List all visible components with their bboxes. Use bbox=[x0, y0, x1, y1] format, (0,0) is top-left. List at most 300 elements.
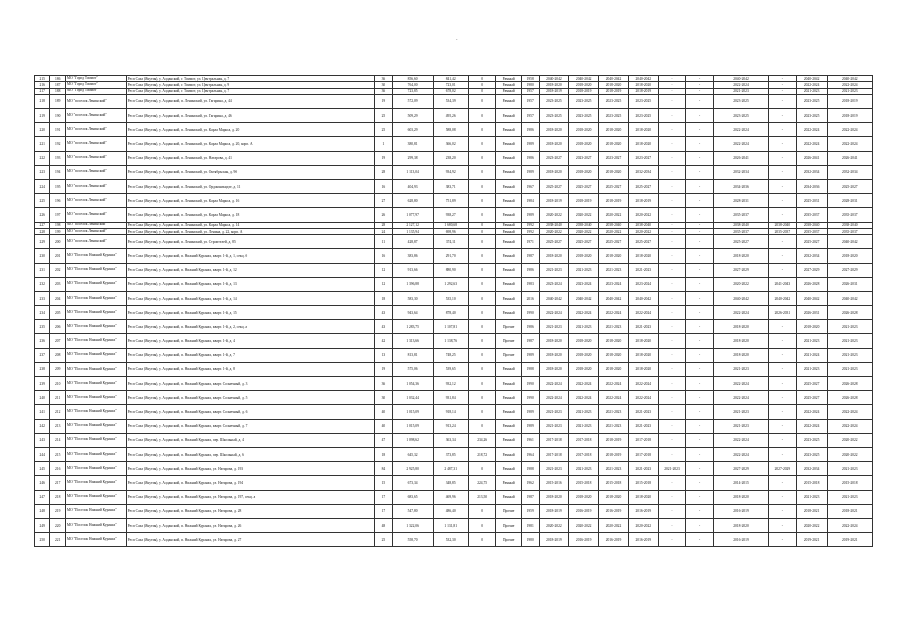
cell-p1: 2020-2022 bbox=[539, 208, 569, 222]
cell-p3: 2018-2020 bbox=[599, 249, 629, 263]
cell-p3: 2018-2020 bbox=[599, 362, 629, 376]
cell-status: Рамный bbox=[496, 88, 521, 94]
table-row bbox=[35, 235, 873, 249]
table-row bbox=[35, 533, 873, 547]
cell-p7: 2022-2024 bbox=[713, 391, 768, 405]
cell-z: 0 bbox=[468, 88, 496, 94]
cell-p1: 2018-2020 bbox=[539, 82, 569, 88]
cell-p1: 2018-2019 bbox=[539, 504, 569, 518]
cell-org: МО "Поселок Нижний Куранах" bbox=[65, 462, 126, 476]
cell-year: 1987 bbox=[521, 334, 539, 348]
cell-p1: 2023-2024 bbox=[539, 277, 569, 291]
cell-p4: 2016-2019 bbox=[628, 504, 658, 518]
cell-org: МО "поселок Ленинский" bbox=[65, 235, 126, 249]
cell-addr: Респ Саха (Якутия), у. Алданский, п. Нижний Куранах, ул. Натарова, д. 193 bbox=[126, 462, 374, 476]
cell-p2: 2022-2024 bbox=[569, 377, 599, 391]
cell-id: 214 bbox=[50, 433, 65, 447]
cell-status: Рамный bbox=[496, 137, 521, 151]
cell-z: 0 bbox=[468, 228, 496, 234]
table-row bbox=[35, 334, 873, 348]
cell-z: 0 bbox=[468, 180, 496, 194]
cell-p8: - bbox=[769, 165, 797, 179]
cell-apts: 30 bbox=[375, 391, 393, 405]
cell-apts: 12 bbox=[375, 263, 393, 277]
cell-p8: - bbox=[769, 504, 797, 518]
cell-apts: 16 bbox=[375, 180, 393, 194]
cell-p9: 2032-2034 bbox=[796, 462, 827, 476]
cell-apts: 25 bbox=[375, 123, 393, 137]
cell-status: Рамный bbox=[496, 291, 521, 305]
cell-status: Рамный bbox=[496, 82, 521, 88]
cell-p10: 2038-2040 bbox=[827, 222, 872, 228]
cell-p4: 2020-2022 bbox=[628, 208, 658, 222]
cell-status: Рамный bbox=[496, 447, 521, 461]
cell-p10: 2021-2023 bbox=[827, 320, 872, 334]
cell-z: 0 bbox=[468, 194, 496, 208]
cell-p4: 2018-2020 bbox=[628, 490, 658, 504]
cell-p1: 2021-2023 bbox=[539, 263, 569, 277]
cell-p2: 2017-2018 bbox=[569, 447, 599, 461]
cell-p2: 2018-2020 bbox=[569, 490, 599, 504]
cell-p4: 2022-2024 bbox=[628, 377, 658, 391]
cell-p3: 2025-2027 bbox=[599, 235, 629, 249]
cell-area2: 534,39 bbox=[433, 94, 468, 108]
cell-z: 0 bbox=[468, 222, 496, 228]
cell-status: Рамный bbox=[496, 180, 521, 194]
cell-org: МО "поселок Ленинский" bbox=[65, 228, 126, 234]
cell-id: 190 bbox=[50, 109, 65, 123]
cell-p8: 2040-2042 bbox=[769, 291, 797, 305]
cell-p5: - bbox=[658, 165, 686, 179]
cell-year: 1990 bbox=[521, 391, 539, 405]
cell-n: 242 bbox=[35, 419, 50, 433]
cell-addr: Респ Саха (Якутия), у. Алданский, п. Ленинский, ул. Ленина, д. 22, корп. А bbox=[126, 228, 374, 234]
cell-p10: 2032-2034 bbox=[827, 165, 872, 179]
cell-id: 207 bbox=[50, 334, 65, 348]
table-row bbox=[35, 504, 873, 518]
cell-p4: 2040-2042 bbox=[628, 291, 658, 305]
cell-p2: 2018-2020 bbox=[569, 334, 599, 348]
cell-p8: - bbox=[769, 405, 797, 419]
cell-area1: 2 925,80 bbox=[392, 462, 433, 476]
cell-area2: 678,02 bbox=[433, 88, 468, 94]
cell-p3: 2021-2023 bbox=[599, 419, 629, 433]
cell-p5: - bbox=[658, 277, 686, 291]
cell-p2: 2021-2023 bbox=[569, 462, 599, 476]
cell-p3: 2022-2024 bbox=[599, 306, 629, 320]
cell-p3: 2023-2024 bbox=[599, 277, 629, 291]
cell-p8: - bbox=[769, 137, 797, 151]
cell-p9: 2027-2029 bbox=[796, 263, 827, 277]
cell-p4: 2022-2024 bbox=[628, 391, 658, 405]
cell-p3: 2018-2020 bbox=[599, 334, 629, 348]
table-row bbox=[35, 306, 873, 320]
cell-p3: 2018-2020 bbox=[599, 123, 629, 137]
cell-id: 205 bbox=[50, 306, 65, 320]
cell-org: МО "Поселок Нижний Куранах" bbox=[65, 490, 126, 504]
cell-org: МО "поселок Ленинский" bbox=[65, 151, 126, 165]
cell-status: Рамный bbox=[496, 433, 521, 447]
cell-p10: 2021-2023 bbox=[827, 490, 872, 504]
cell-p5: - bbox=[658, 306, 686, 320]
cell-year: 1967 bbox=[521, 180, 539, 194]
cell-p9: 2021-2023 bbox=[796, 362, 827, 376]
cell-org: МО "Поселок Нижний Куранах" bbox=[65, 433, 126, 447]
cell-year: 1957 bbox=[521, 94, 539, 108]
cell-n: 238 bbox=[35, 362, 50, 376]
cell-p9: 2026-2031 bbox=[796, 306, 827, 320]
cell-apts: 47 bbox=[375, 433, 393, 447]
cell-z: 0 bbox=[468, 504, 496, 518]
cell-z: 0 bbox=[468, 151, 496, 165]
cell-p5: 2021-2023 bbox=[658, 462, 686, 476]
cell-area1: 2 127,12 bbox=[392, 222, 433, 228]
cell-p3: 2020-2022 bbox=[599, 208, 629, 222]
cell-p10: 2022-2024 bbox=[827, 82, 872, 88]
cell-n: 248 bbox=[35, 504, 50, 518]
cell-area2: 931,84 bbox=[433, 391, 468, 405]
cell-addr: Респ Саха (Якутия), у. Алданский, п. Ленинский, ул. Карла Маркса, д. 20 bbox=[126, 123, 374, 137]
cell-p7: 2022-2024 bbox=[713, 82, 768, 88]
cell-n: 235 bbox=[35, 320, 50, 334]
cell-p5: - bbox=[658, 235, 686, 249]
cell-apts: 16 bbox=[375, 249, 393, 263]
cell-z: 0 bbox=[468, 235, 496, 249]
cell-p9: 2022-2024 bbox=[796, 419, 827, 433]
cell-p5: - bbox=[658, 476, 686, 490]
cell-status: Рамный bbox=[496, 476, 521, 490]
cell-z: 0 bbox=[468, 320, 496, 334]
cell-p2: 2023-2027 bbox=[569, 151, 599, 165]
cell-id: 188 bbox=[50, 88, 65, 94]
cell-p9: 2020-2022 bbox=[796, 518, 827, 532]
cell-z: 0 bbox=[468, 137, 496, 151]
cell-p5: - bbox=[658, 109, 686, 123]
cell-year: 1959 bbox=[521, 504, 539, 518]
table-row bbox=[35, 277, 873, 291]
cell-p9: 2023-2025 bbox=[796, 447, 827, 461]
cell-p7: 2022-2024 bbox=[713, 447, 768, 461]
cell-area1: 404,93 bbox=[392, 180, 433, 194]
cell-p7: 2018-2020 bbox=[713, 490, 768, 504]
cell-p8: - bbox=[769, 476, 797, 490]
cell-id: 186 bbox=[50, 76, 65, 82]
cell-z: 0 bbox=[468, 249, 496, 263]
cell-p9: 2018-2020 bbox=[796, 320, 827, 334]
cell-p3: 2018-2019 bbox=[599, 433, 629, 447]
cell-p10: 2021-2023 bbox=[827, 348, 872, 362]
cell-p4: 2018-2020 bbox=[628, 334, 658, 348]
cell-area1: 299,38 bbox=[392, 151, 433, 165]
cell-p1: 2018-2020 bbox=[539, 348, 569, 362]
cell-z: 0 bbox=[468, 419, 496, 433]
cell-area1: 509,29 bbox=[392, 109, 433, 123]
cell-id: 202 bbox=[50, 263, 65, 277]
cell-addr: Респ Саха (Якутия), у. Алданский, п. Нижний Куранах, ул. Натарова, д. 26 bbox=[126, 518, 374, 532]
cell-addr: Респ Саха (Якутия), у. Алданский, п. Нижний Куранах, пер. Школьный, д. 4 bbox=[126, 433, 374, 447]
cell-p9: 2035-2037 bbox=[796, 228, 827, 234]
cell-p2: 2017-2018 bbox=[569, 433, 599, 447]
cell-area2: 535,10 bbox=[433, 291, 468, 305]
cell-org: МО "поселок Ленинский" bbox=[65, 165, 126, 179]
cell-p8: - bbox=[769, 82, 797, 88]
cell-p5: - bbox=[658, 151, 686, 165]
cell-addr: Респ Саха (Якутия), у. Алданский, п. Ленинский, ул. Строителей, д. 85 bbox=[126, 235, 374, 249]
cell-p5: - bbox=[658, 490, 686, 504]
cell-year: 1992 bbox=[521, 228, 539, 234]
cell-p10: 2022-2024 bbox=[827, 137, 872, 151]
cell-p7: 2018-2020 bbox=[713, 334, 768, 348]
cell-p6: - bbox=[686, 291, 714, 305]
cell-p9: 2040-2042 bbox=[796, 291, 827, 305]
cell-p8: - bbox=[769, 419, 797, 433]
cell-p1: 2021-2023 bbox=[539, 320, 569, 334]
cell-status: Рамный bbox=[496, 165, 521, 179]
cell-apts: 84 bbox=[375, 462, 393, 476]
cell-id: 206 bbox=[50, 320, 65, 334]
table-row bbox=[35, 405, 873, 419]
cell-p3: 2016-2019 bbox=[599, 533, 629, 547]
cell-p8: - bbox=[769, 151, 797, 165]
cell-p2: 2018-2020 bbox=[569, 123, 599, 137]
cell-p7: 2016-2019 bbox=[713, 533, 768, 547]
cell-status: Рамный bbox=[496, 222, 521, 228]
table-row bbox=[35, 249, 873, 263]
cell-z: 0 bbox=[468, 377, 496, 391]
table-row bbox=[35, 433, 873, 447]
cell-p6: - bbox=[686, 433, 714, 447]
cell-year: 1962 bbox=[521, 476, 539, 490]
cell-p9: 2032-2034 bbox=[796, 249, 827, 263]
cell-org: МО "Поселок Нижний Куранах" bbox=[65, 419, 126, 433]
cell-p1: 2025-2027 bbox=[539, 180, 569, 194]
cell-area2: 532,30 bbox=[433, 533, 468, 547]
cell-org: МО "Поселок Нижний Куранах" bbox=[65, 533, 126, 547]
cell-n: 246 bbox=[35, 476, 50, 490]
cell-apts: 1 bbox=[375, 137, 393, 151]
cell-p1: 2018-2020 bbox=[539, 490, 569, 504]
cell-p3: 2023-2027 bbox=[599, 151, 629, 165]
cell-p10: 2021-2023 bbox=[827, 334, 872, 348]
cell-p9: 2023-2025 bbox=[796, 433, 827, 447]
cell-p8: - bbox=[769, 391, 797, 405]
cell-n: 223 bbox=[35, 165, 50, 179]
cell-area2: 366,02 bbox=[433, 137, 468, 151]
cell-n: 232 bbox=[35, 277, 50, 291]
cell-p10: 2021-2023 bbox=[827, 362, 872, 376]
cell-p9: 2034-2036 bbox=[796, 180, 827, 194]
cell-p7: 2023-2025 bbox=[713, 109, 768, 123]
cell-id: 217 bbox=[50, 476, 65, 490]
cell-apts: 24 bbox=[375, 228, 393, 234]
cell-n: 233 bbox=[35, 291, 50, 305]
cell-area1: 723,85 bbox=[392, 88, 433, 94]
cell-addr: Респ Саха (Якутия), у. Алданский, п. Нижний Куранах, кварт. Солнечный, д. 7 bbox=[126, 419, 374, 433]
cell-z: 0 bbox=[468, 405, 496, 419]
cell-p2: 2022-2024 bbox=[569, 306, 599, 320]
cell-area2: 723,01 bbox=[433, 82, 468, 88]
cell-p4: 2018-2020 bbox=[628, 123, 658, 137]
cell-p9: 2021-2024 bbox=[796, 348, 827, 362]
cell-p9: 2021-2023 bbox=[796, 88, 827, 94]
cell-p2: 2020-2022 bbox=[569, 518, 599, 532]
cell-p5: - bbox=[658, 208, 686, 222]
cell-apts: 17 bbox=[375, 490, 393, 504]
cell-n: 244 bbox=[35, 447, 50, 461]
cell-p10: 2026-2028 bbox=[827, 391, 872, 405]
cell-area1: 583,30 bbox=[392, 291, 433, 305]
cell-p8: - bbox=[769, 320, 797, 334]
cell-year: 1961 bbox=[521, 433, 539, 447]
cell-p3: 2038-2040 bbox=[599, 222, 629, 228]
cell-p1: 2040-2042 bbox=[539, 291, 569, 305]
cell-p10: 2027-2029 bbox=[827, 263, 872, 277]
cell-p3: 2015-2018 bbox=[599, 476, 629, 490]
cell-p10: 2018-2019 bbox=[827, 94, 872, 108]
cell-p6: - bbox=[686, 263, 714, 277]
cell-addr: Респ Саха (Якутия), у. Алданский, п. Нижний Куранах, ул. Натарова, д. 27 bbox=[126, 533, 374, 547]
cell-apts: 25 bbox=[375, 109, 393, 123]
cell-area1: 764,00 bbox=[392, 82, 433, 88]
cell-addr: Респ Саха (Якутия), у. Алданский, п. Ленинский, ул. Натарова, д. 41 bbox=[126, 151, 374, 165]
cell-n: 236 bbox=[35, 334, 50, 348]
cell-area1: 856,60 bbox=[392, 76, 433, 82]
cell-p9: 2022-2024 bbox=[796, 82, 827, 88]
cell-area2: 539,65 bbox=[433, 362, 468, 376]
cell-p8: - bbox=[769, 109, 797, 123]
cell-area1: 1 015,09 bbox=[392, 419, 433, 433]
cell-p7: 2027-2029 bbox=[713, 462, 768, 476]
cell-year: 1989 bbox=[521, 348, 539, 362]
cell-n: 243 bbox=[35, 433, 50, 447]
cell-p9: 2035-2037 bbox=[796, 208, 827, 222]
cell-year: 1957 bbox=[521, 109, 539, 123]
cell-p6: - bbox=[686, 533, 714, 547]
cell-area2: 238,20 bbox=[433, 151, 468, 165]
cell-p1: 2017-2018 bbox=[539, 433, 569, 447]
cell-addr: Респ Саха (Якутия), у. Алданский, п. Ленинский, ул. Карла Маркса, д. 16 bbox=[126, 194, 374, 208]
cell-id: 198 bbox=[50, 222, 65, 228]
cell-apts: 36 bbox=[375, 88, 393, 94]
cell-p7: 2038-2040 bbox=[713, 222, 768, 228]
cell-p4: 2032-2034 bbox=[628, 165, 658, 179]
cell-year: 1986 bbox=[521, 263, 539, 277]
cell-p1: 2015-2016 bbox=[539, 476, 569, 490]
cell-area1: 383,86 bbox=[392, 249, 433, 263]
cell-p5: - bbox=[658, 391, 686, 405]
cell-n: 234 bbox=[35, 306, 50, 320]
cell-p10: 2040-2042 bbox=[827, 291, 872, 305]
cell-z: 218,72 bbox=[468, 447, 496, 461]
cell-z: 0 bbox=[468, 263, 496, 277]
cell-p7: 2027-2029 bbox=[713, 263, 768, 277]
cell-year: 1989 bbox=[521, 137, 539, 151]
cell-p6: - bbox=[686, 165, 714, 179]
cell-p1: 2021-2023 bbox=[539, 405, 569, 419]
cell-area1: 1 313,66 bbox=[392, 334, 433, 348]
cell-area2: 751,89 bbox=[433, 194, 468, 208]
cell-p4: 2021-2023 bbox=[628, 263, 658, 277]
cell-p4: 2025-2027 bbox=[628, 235, 658, 249]
cell-p7: 2022-2024 bbox=[713, 123, 768, 137]
cell-z: 0 bbox=[468, 518, 496, 532]
cell-addr: Респ Саха (Якутия), у. Алданский, п. Нижний Куранах, кварт. 1-й, д. 15 bbox=[126, 306, 374, 320]
cell-area2: 495,26 bbox=[433, 109, 468, 123]
cell-p1: 2018-2020 bbox=[539, 334, 569, 348]
cell-z: 0 bbox=[468, 109, 496, 123]
cell-p5: - bbox=[658, 137, 686, 151]
cell-apts: 36 bbox=[375, 377, 393, 391]
cell-p5: - bbox=[658, 291, 686, 305]
table-body bbox=[35, 76, 873, 547]
table-row bbox=[35, 208, 873, 222]
table-row bbox=[35, 94, 873, 108]
cell-p6: - bbox=[686, 377, 714, 391]
cell-year: 1986 bbox=[521, 151, 539, 165]
cell-p5: - bbox=[658, 334, 686, 348]
cell-status: Рамный bbox=[496, 377, 521, 391]
page-mark: ` bbox=[456, 40, 458, 45]
cell-status: Рамный bbox=[496, 123, 521, 137]
cell-area2: 748,25 bbox=[433, 348, 468, 362]
cell-n: 216 bbox=[35, 82, 50, 88]
cell-status: Рамный bbox=[496, 462, 521, 476]
cell-addr: Респ Саха (Якутия), у. Алданский, г. Томмот, ул. Центральная, д. 7 bbox=[126, 88, 374, 94]
cell-p9: 2022-2024 bbox=[796, 405, 827, 419]
cell-addr: Респ Саха (Якутия), у. Алданский, п. Нижний Куранах, кварт. 1-й, д. 13 bbox=[126, 277, 374, 291]
cell-area2: 698,96 bbox=[433, 228, 468, 234]
cell-p8: - bbox=[769, 433, 797, 447]
cell-p7: 2040-2042 bbox=[713, 291, 768, 305]
cell-p1: 2018-2019 bbox=[539, 194, 569, 208]
cell-apts: 27 bbox=[375, 194, 393, 208]
cell-p7: 2040-2042 bbox=[713, 76, 768, 82]
cell-id: 220 bbox=[50, 518, 65, 532]
cell-p5: - bbox=[658, 82, 686, 88]
cell-p5: - bbox=[658, 123, 686, 137]
cell-area2: 374,11 bbox=[433, 235, 468, 249]
cell-p10: 2035-2037 bbox=[827, 228, 872, 234]
cell-area1: 1 098,62 bbox=[392, 433, 433, 447]
cell-p6: - bbox=[686, 490, 714, 504]
cell-p3: 2018-2019 bbox=[599, 447, 629, 461]
cell-apts: 40 bbox=[375, 419, 393, 433]
cell-p9: 2015-2018 bbox=[796, 476, 827, 490]
cell-p9: 2026-2028 bbox=[796, 277, 827, 291]
cell-addr: Респ Саха (Якутия), у. Алданский, п. Ленинский, ул. Карла Маркса, д. 20, корп. А bbox=[126, 137, 374, 151]
cell-p4: 2015-2018 bbox=[628, 476, 658, 490]
cell-z: 0 bbox=[468, 165, 496, 179]
cell-p5: - bbox=[658, 419, 686, 433]
cell-status: Рамный bbox=[496, 151, 521, 165]
cell-n: 226 bbox=[35, 208, 50, 222]
cell-p4: 2021-2023 bbox=[628, 405, 658, 419]
cell-p4: 2023-2024 bbox=[628, 277, 658, 291]
cell-area1: 1 113,04 bbox=[392, 165, 433, 179]
cell-p9: 2025-2027 bbox=[796, 377, 827, 391]
cell-p10: 2018-2019 bbox=[827, 109, 872, 123]
cell-p8: - bbox=[769, 194, 797, 208]
cell-addr: Респ Саха (Якутия), у. Алданский, п. Ленинский, ул. Октябрьская, д. 9б bbox=[126, 165, 374, 179]
cell-p10: 2026-2031 bbox=[827, 277, 872, 291]
cell-year: 1990 bbox=[521, 306, 539, 320]
cell-apts: 19 bbox=[375, 94, 393, 108]
cell-status: Рамный bbox=[496, 94, 521, 108]
cell-org: МО "Поселок Нижний Куранах" bbox=[65, 320, 126, 334]
cell-apts: 43 bbox=[375, 320, 393, 334]
cell-p7: 2035-2037 bbox=[713, 208, 768, 222]
cell-area2: 373,85 bbox=[433, 447, 468, 461]
